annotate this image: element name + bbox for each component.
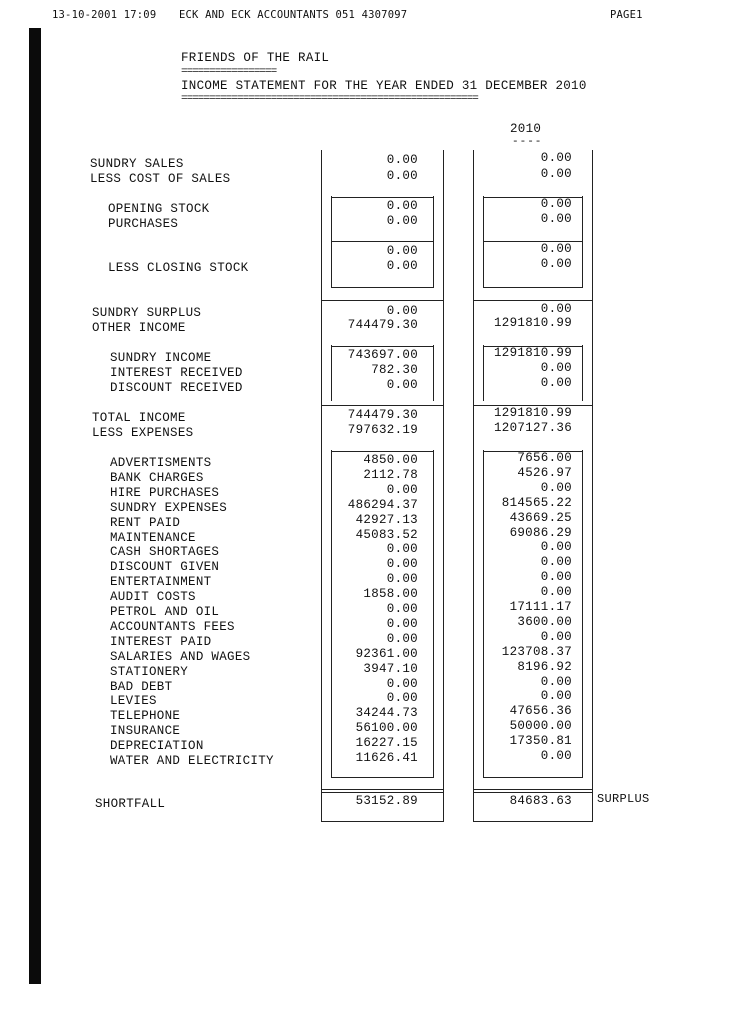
row-value: 744479.30 [347,408,418,422]
col1-left-rule [321,150,322,822]
title-underline: ================= [181,66,277,78]
row-value: 0.00 [540,242,572,256]
row-value: 0.00 [386,244,418,258]
row-value: 0.00 [386,153,418,167]
rule [331,451,433,452]
expense-value-col1: 0.00 [386,557,418,572]
row-value: 0.00 [386,169,418,183]
expense-label: CASH SHORTAGES [110,545,220,560]
expense-value-col2: 17111.17 [509,600,572,614]
rule [331,241,433,242]
expense-value-col2: 8196.92 [517,659,572,674]
col2-inner-right [582,450,583,778]
expense-label: PETROL AND OIL [110,605,220,619]
subtitle-underline: ===================================================== [181,93,478,105]
expense-value-col1: 0.00 [386,482,418,497]
row-label: SUNDRY SALES [90,157,184,171]
rule [473,821,592,822]
rule [321,300,443,301]
expense-value-col1: 4850.00 [363,453,418,467]
row-value: 782.30 [371,363,418,377]
expense-value-col1: 0.00 [386,676,418,691]
expense-value-col2: 0.00 [540,555,572,570]
row-value: 0.00 [386,259,418,273]
expense-label: WATER AND ELECTRICITY [110,754,274,768]
row-value: 1291810.99 [493,316,572,330]
col1-right-rule [443,150,444,822]
expense-label: BANK CHARGES [110,470,204,485]
rule [321,821,443,822]
expense-value-col1: 45083.52 [355,527,418,542]
rule [331,197,433,198]
row-label: OPENING STOCK [108,202,210,216]
expense-label: SALARIES AND WAGES [110,649,251,664]
row-label: TOTAL INCOME [92,411,186,425]
surplus-label: SURPLUS [597,792,650,806]
row-value: 0.00 [540,376,572,390]
rule [321,405,443,406]
expense-value-col2: 0.00 [540,570,572,585]
expense-label: AUDIT COSTS [110,590,196,605]
expense-value-col2: 0.00 [540,749,572,763]
expense-value-col2: 0.00 [540,689,572,704]
row-label: SUNDRY INCOME [110,351,212,365]
expense-value-col1: 56100.00 [355,721,418,736]
expense-value-col2: 17350.81 [509,734,572,749]
expense-value-col2: 0.00 [540,585,572,600]
statement-subtitle: INCOME STATEMENT FOR THE YEAR ENDED 31 DECEMBER 2010 [181,79,587,93]
expense-label: ACCOUNTANTS FEES [110,619,235,634]
rule [331,777,433,778]
expense-label: DISCOUNT GIVEN [110,560,220,575]
expense-value-col2: 43669.25 [509,510,572,525]
row-label: LESS COST OF SALES [90,172,231,186]
document-title: FRIENDS OF THE RAIL [181,51,330,65]
row-value: 1291810.99 [493,346,572,360]
expense-label: INSURANCE [110,724,181,739]
fax-sender: ECK AND ECK ACCOUNTANTS 051 4307097 [179,9,408,21]
expense-value-col2: 4526.97 [517,465,572,480]
expense-value-col2: 7656.00 [517,451,572,465]
expense-value-col2: 123708.37 [501,644,572,659]
expense-value-col1: 2112.78 [363,467,418,482]
rule [483,287,582,288]
row-label: PURCHASES [108,217,179,231]
expense-value-col1: 11626.41 [355,751,418,765]
expense-label: ADVERTISMENTS [110,456,212,470]
expense-value-col1: 0.00 [386,616,418,631]
col2-inner-right [582,345,583,401]
expense-value-col1: 34244.73 [355,706,418,721]
expense-value-col2: 0.00 [540,674,572,689]
scan-edge-bar [29,28,41,984]
expense-value-col1: 0.00 [386,602,418,616]
col1-inner-right [433,345,434,401]
expense-value-col2: 0.00 [540,629,572,644]
row-label: LESS EXPENSES [92,426,194,440]
expense-label: TELEPHONE [110,709,181,724]
expense-value-col1: 0.00 [386,631,418,646]
shortfall-label: SHORTFALL [95,797,166,811]
row-value: 0.00 [540,361,572,375]
expense-label: SUNDRY EXPENSES [110,500,228,515]
row-label: INTEREST RECEIVED [110,366,243,380]
row-value: 0.00 [386,199,418,213]
fax-datetime: 13-10-2001 17:09 [52,9,157,21]
expense-label: MAINTENANCE [110,530,196,545]
year-header: 2010 [510,122,542,136]
row-value: 744479.30 [347,318,418,332]
row-value: 0.00 [540,257,572,271]
col2-right-rule [592,150,593,822]
rule [473,300,592,301]
col2-left-rule [473,150,474,822]
rule [331,346,433,347]
row-value: 1291810.99 [493,406,572,420]
shortfall-value: 53152.89 [355,794,418,808]
row-value: 0.00 [540,167,572,181]
expense-value-col1: 486294.37 [347,497,418,512]
expense-value-col1: 0.00 [386,691,418,706]
expense-value-col2: 50000.00 [509,719,572,734]
col1-inner-right [433,196,434,288]
total-double-rule [321,789,443,793]
expense-label: ENTERTAINMENT [110,575,212,590]
row-value: 0.00 [386,304,418,318]
row-label: SUNDRY SURPLUS [92,306,202,320]
col2-inner-right [582,196,583,288]
row-value: 0.00 [386,378,418,392]
expense-label: STATIONERY [110,664,189,679]
expense-value-col2: 3600.00 [517,614,572,629]
expense-label: LEVIES [110,694,157,709]
expense-label: HIRE PURCHASES [110,485,220,500]
row-value: 0.00 [386,214,418,228]
expense-value-col2: 47656.36 [509,704,572,719]
row-value: 1207127.36 [493,421,572,435]
expense-value-col2: 0.00 [540,480,572,495]
rule [331,287,433,288]
year-underline: ---- [512,136,543,148]
row-value: 0.00 [540,151,572,165]
expense-label: BAD DEBT [110,679,173,694]
expense-value-col1: 3947.10 [363,661,418,676]
expense-value-col2: 0.00 [540,540,572,555]
expense-value-col1: 42927.13 [355,512,418,527]
expense-value-col1: 0.00 [386,572,418,587]
expense-label: RENT PAID [110,515,181,530]
fax-page-number: PAGE1 [610,9,643,21]
row-label: DISCOUNT RECEIVED [110,381,243,395]
expense-value-col1: 1858.00 [363,587,418,602]
expense-value-col2: 69086.29 [509,525,572,540]
expense-value-col1: 0.00 [386,542,418,557]
row-label: LESS CLOSING STOCK [108,261,249,275]
row-value: 0.00 [540,212,572,226]
row-value: 0.00 [540,197,572,211]
expense-value-col1: 92361.00 [355,646,418,661]
total-double-rule [473,789,592,793]
expense-label: DEPRECIATION [110,739,204,754]
row-value: 743697.00 [347,348,418,362]
col1-inner-right [433,450,434,778]
expense-value-col1: 16227.15 [355,736,418,751]
row-label: OTHER INCOME [92,321,186,335]
expense-label: INTEREST PAID [110,634,212,649]
expense-value-col2: 814565.22 [501,495,572,510]
row-value: 797632.19 [347,423,418,437]
rule [483,777,582,778]
surplus-value: 84683.63 [509,794,572,808]
row-value: 0.00 [540,302,572,316]
